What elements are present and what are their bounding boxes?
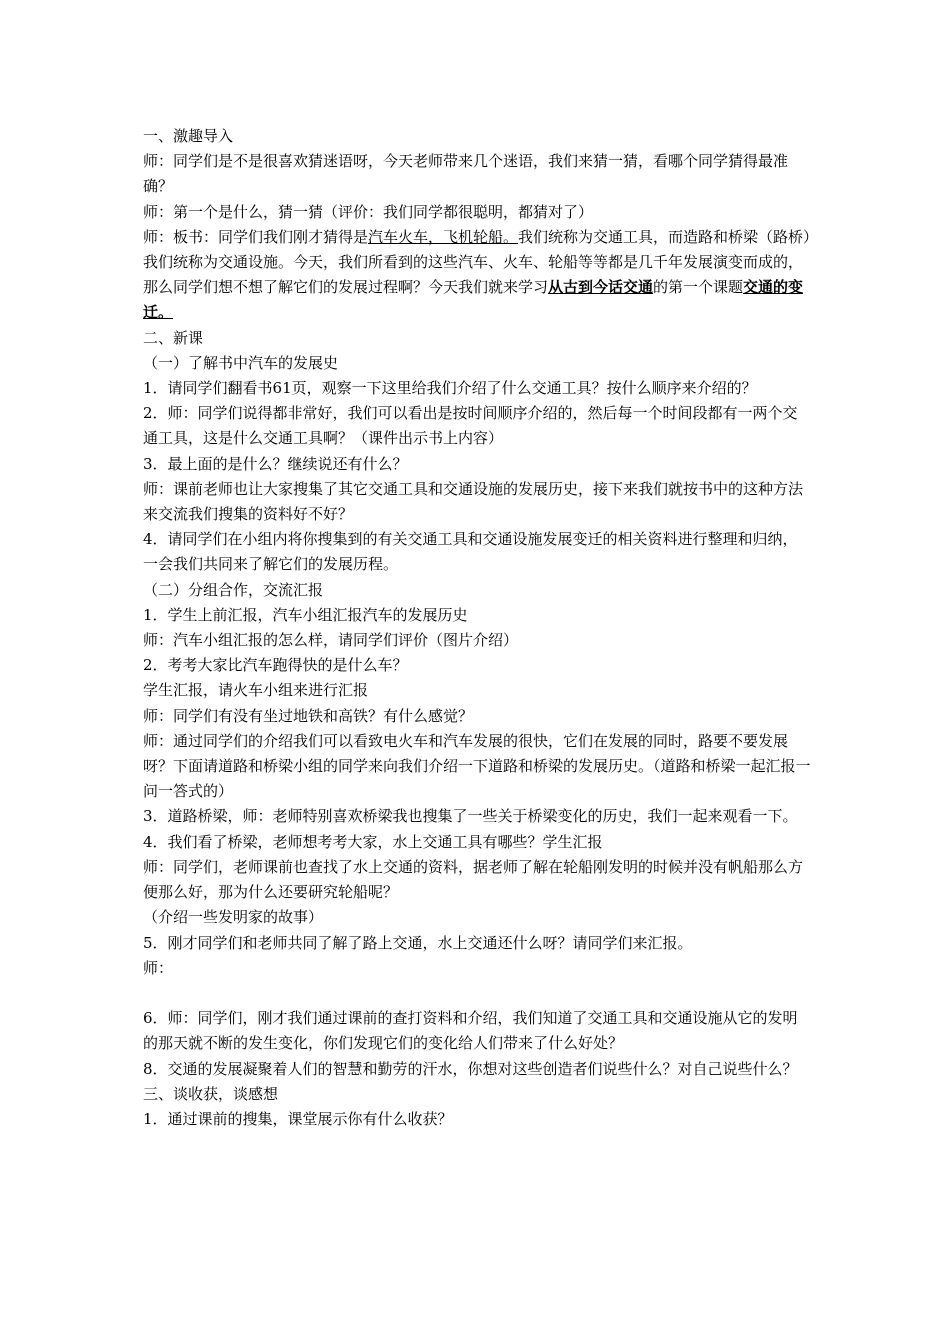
section-3-heading: 三、谈收获，谈感想 [143,1084,279,1103]
paragraph: 4．请同学们在小组内将你搜集到的有关交通工具和交通设施发展变迁的相关资料进行整理和归纳，一会我们共同来了解它们的发展历程。 [143,530,798,574]
paragraph: 5．刚才同学们和老师共同了解了路上交通，水上交通还什么呀？请同学们来汇报。 [143,933,693,952]
paragraph: 3．道路桥梁，师：老师特别喜欢桥梁我也搜集了一些关于桥梁变化的历史，我们一起来观看一下。 [143,807,798,826]
bold-underlined-text: 交通的变迁。 [143,278,804,322]
section-2-heading: 二、新课 [143,328,204,347]
paragraph: 学生汇报，请火车小组来进行汇报 [143,681,369,700]
paragraph: 4．我们看了桥梁，老师想考考大家，水上交通工具有哪些？学生汇报 [143,832,603,851]
paragraph: 师：通过同学们的介绍我们可以看致电火车和汽车发展的很快，它们在发展的同时，路要不要发展呀？下面请道路和桥梁小组的同学来向我们介绍一下道路和桥梁的发展历史。（道路和桥梁一起汇报一问一答式的） [143,731,811,801]
document-body [143,124,811,1132]
bold-underlined-text: 从古到今话交通 [548,278,654,297]
paragraph [143,225,811,326]
section-1-heading: 一、激趣导入 [143,127,234,145]
paragraph: 师：同学们有没有坐过地铁和高铁？有什么感觉？ [143,706,474,725]
paragraph: 师：同学们，老师课前也查找了水上交通的资料，据老师了解在轮船刚发明的时候并没有帆船那么方便那么好，那为什么还要研究轮船呢？ [143,857,804,902]
paragraph: 6．师：同学们，刚才我们通过课前的查打资料和介绍，我们知道了交通工具和交通设施从它的发明的那天就不断的发生变化，你们发现它们的变化给人们带来了什么好处？ [143,1009,798,1053]
paragraph: 1．通过课前的搜集，课堂展示你有什么收获？ [143,1109,453,1128]
subsection-heading: （二）分组合作，交流汇报 [143,580,324,599]
paragraph: 师： [143,958,174,977]
paragraph: （介绍一些发明家的故事） [143,908,324,927]
text-run: 师：板书：同学们我们刚才猜得是 [143,227,369,246]
paragraph: 师：第一个是什么，猜一猜（评价：我们同学都很聪明，都猜对了） [143,202,594,221]
text-run: 我们统称为交通工具，而造路和桥梁（路桥）我们统称为交通设施。今天，我们所看到的这些汽车、火车、轮船等等都是几千年发展演变而成的，那么同学们想不想了解它们的发展过程啊？今天我们就来学习 [143,227,811,297]
paragraph: 1．请同学们翻看书61页，观察一下这里给我们介绍了什么交通工具？按什么顺序来介绍的？ [143,379,757,398]
subsection-heading: （一）了解书中汽车的发展史 [143,353,339,372]
paragraph: 2．考考大家比汽车跑得快的是什么车？ [143,656,408,675]
paragraph: 1．学生上前汇报，汽车小组汇报汽车的发展历史 [143,605,468,624]
underlined-text: 汽车火车，飞机轮船。 [368,227,519,246]
blank-line [143,981,811,1006]
text-run: 的第一个课题 [653,278,744,297]
paragraph: 师：课前老师也让大家搜集了其它交通工具和交通设施的发展历史，接下来我们就按书中的这种方法来交流我们搜集的资料好不好？ [143,479,804,524]
paragraph: 2．师：同学们说得都非常好，我们可以看出是按时间顺序介绍的，然后每一个时间段都有一两个交通工具，这是什么交通工具啊？（课件出示书上内容） [143,404,798,448]
paragraph: 8．交通的发展凝聚着人们的智慧和勤劳的汗水，你想对这些创造者们说些什么？对自己说些什么？ [143,1059,798,1078]
paragraph: 师：汽车小组汇报的怎么样，请同学们评价（图片介绍） [143,631,519,650]
paragraph: 3．最上面的是什么？继续说还有什么？ [143,454,408,473]
paragraph: 师：同学们是不是很喜欢猜迷语呀，今天老师带来几个迷语，我们来猜一猜，看哪个同学猜得最准确？ [143,152,789,196]
